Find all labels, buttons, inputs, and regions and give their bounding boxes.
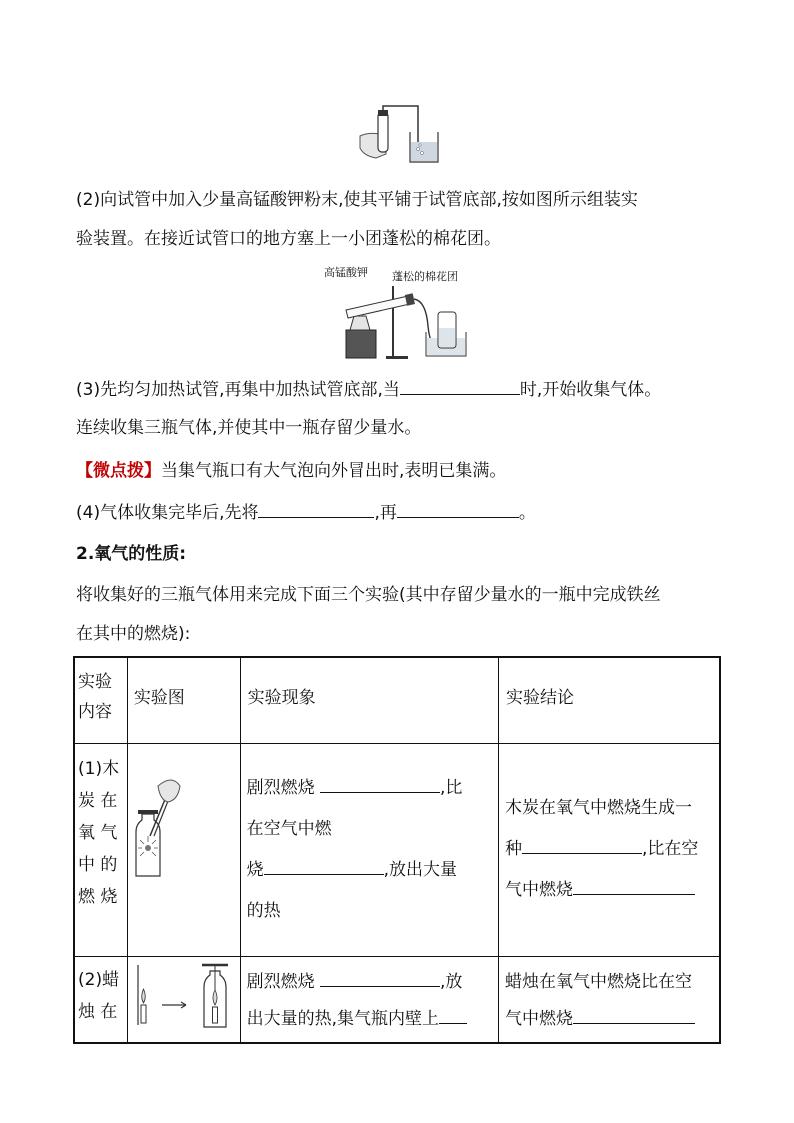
candle-burning-figure (128, 957, 236, 1035)
header-conclusion: 实验结论 (498, 657, 720, 743)
blank-step4-b[interactable] (397, 500, 519, 518)
step3-line1: (3)先均匀加热试管,再集中加热试管底部,当 时,开始收集气体。 (76, 377, 661, 402)
row2-conclusion: 蜡烛在氧气中燃烧比在空 气中燃烧 (498, 956, 720, 1043)
step2-line2: 验装置。在接近试管口的地方塞上一小团蓬松的棉花团。 (76, 229, 501, 249)
blank-step3[interactable] (400, 377, 520, 395)
blank-step4-a[interactable] (258, 500, 374, 518)
section2-intro-line1: 将收集好的三瓶气体用来完成下面三个实验(其中存留少量水的一瓶中完成铁丝 (76, 585, 661, 605)
blank-row1-concl-b[interactable] (573, 877, 695, 895)
header-content: 实验 内容 (74, 657, 127, 743)
table-row (74, 956, 720, 1043)
table-row (74, 743, 720, 956)
step4-line: (4)气体收集完毕后,先将 ,再 。 (76, 500, 536, 525)
header-figure: 实验图 (127, 657, 240, 743)
label-cotton: 蓬松的棉花团 (392, 270, 458, 283)
step2-line1: (2)向试管中加入少量高锰酸钾粉末,使其平铺于试管底部,按如图所示组装实 (76, 190, 638, 210)
tip-text: 当集气瓶口有大气泡向外冒出时,表明已集满。 (161, 461, 507, 481)
blank-row1-phen-b[interactable] (264, 857, 384, 875)
gas-tightness-check-figure (358, 104, 448, 166)
label-kmno4: 高锰酸钾 (324, 266, 368, 279)
row1-content: (1)木 炭 在 氧 气 中 的 燃 烧 (74, 743, 127, 956)
row1-figure (127, 743, 240, 956)
section2-title: 2.氧气的性质: (76, 544, 187, 564)
section2-intro-line2: 在其中的燃烧): (76, 624, 191, 644)
blank-row1-concl-a[interactable] (522, 836, 642, 854)
charcoal-burning-figure (128, 744, 236, 884)
apparatus-figure (324, 266, 470, 360)
row1-phenomenon: 剧烈燃烧 ,比 在空气中燃 烧 ,放出大量 的热 (240, 743, 498, 956)
blank-row2-concl[interactable] (573, 1006, 695, 1024)
header-phenomenon: 实验现象 (240, 657, 498, 743)
experiment-table (73, 656, 721, 1044)
tip-label: 【微点拨】 (76, 461, 161, 481)
row2-phenomenon: 剧烈燃烧 ,放 出大量的热,集气瓶内壁上 (240, 956, 498, 1043)
row2-figure (127, 956, 240, 1043)
blank-row1-phen-a[interactable] (320, 775, 440, 793)
blank-row2-phen-b[interactable] (439, 1006, 467, 1024)
blank-row2-phen-a[interactable] (320, 969, 440, 987)
row2-content: (2)蜡 烛 在 (74, 956, 127, 1043)
row1-conclusion: 木炭在氧气中燃烧生成一 种 ,比在空 气中燃烧 (498, 743, 720, 956)
step3-line2: 连续收集三瓶气体,并使其中一瓶存留少量水。 (76, 418, 422, 438)
tip-line (76, 459, 506, 483)
table-header-row (74, 657, 720, 743)
